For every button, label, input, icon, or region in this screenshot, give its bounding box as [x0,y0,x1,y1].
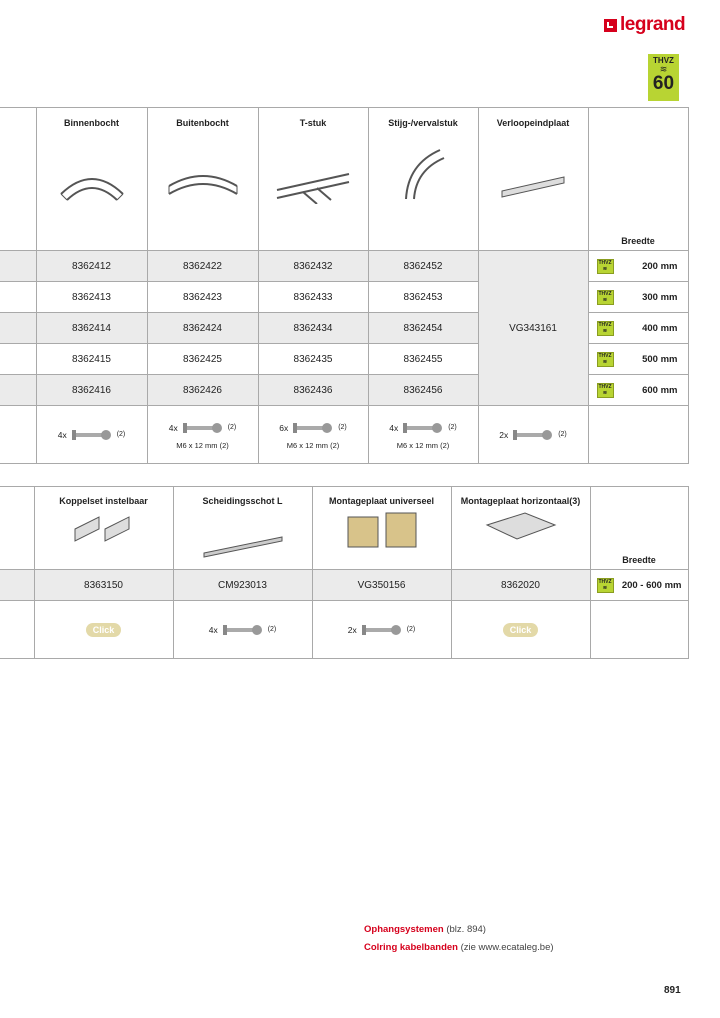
col-montageplaat-universeel: Montageplaat universeel [312,487,451,570]
table-row: 8362415 8362425 8362435 8362455 THVZ ≋ 500 mm [0,344,688,375]
accessory-row: Click 4x (2) 2x (2) Click [0,601,688,659]
thvz-mini-icon: THVZ ≋ [598,578,612,591]
bolt-icon [181,420,225,436]
legrand-logo-text: legrand [620,14,686,35]
table-row: 8362413 8362423 8362433 8362453 THVZ ≋ 300 mm [0,282,688,313]
bolt-icon [70,427,114,443]
horizontal-plate-image [481,509,561,545]
heat-icon: ≋ [659,64,668,74]
bolt-icon [511,427,555,443]
col-t-stuk: T-stuk [258,108,368,251]
accessory-row: 4x (2) 4x (2) M6 x 12 mm (2) 6x (2) M6 x 12 mm (2) 4x (2) M6 x 12 mm (2) 2x (2) [0,406,688,464]
bolt-icon [360,622,404,638]
table-row: 8362414 8362424 8362434 8362454 THVZ ≋ 400 mm [0,313,688,344]
legrand-logo-mark [604,19,617,32]
divider-image [200,523,286,559]
col-stijg: Stijg-/vervalstuk [368,108,478,251]
col-scheidingsschot: Scheidingsschot L [173,487,312,570]
table-row: 8362416 8362426 8362436 8362456 THVZ ≋ 600 mm [0,375,688,406]
legrand-logo [604,14,685,36]
col-koppelset: Koppelset instelbaar [34,487,173,570]
inner-bend-image [57,164,127,204]
col-buitenbocht: Buitenbocht [147,108,258,251]
thvz-mini-icon: THVZ ≋ [598,383,612,396]
thvz-mini-icon: THVZ ≋ [598,321,612,334]
col-verloopeindplaat: Verloopeindplaat [478,108,588,251]
coupling-set-image [69,509,139,545]
shared-code: VG343161 [478,251,588,406]
footer-link-ophangsystemen[interactable]: Ophangsystemen (blz. 894) [364,924,486,935]
outer-bend-image [165,164,241,204]
click-button[interactable]: Click [503,623,539,637]
t-piece-image [273,164,353,204]
thvz-badge: THVZ ≋ 60 [648,54,679,101]
click-button[interactable]: Click [86,623,122,637]
col-montageplaat-horizontaal: Montageplaat horizontaal(3) [451,487,590,570]
page-number: 891 [664,985,681,996]
thvz-mini-icon: THVZ ≋ [598,259,612,272]
table-row: 8362412 8362422 8362432 8362452 VG343161 THVZ ≋ 200 mm [0,251,688,282]
fittings-table: Binnenbocht Buitenbocht T-stuk Stijg-/vervalstuk Verloopeindplaat Breedte 8362412 8362422 8362432 8362452 VG343161 THVZ ≋ 200 mm 8362413 8362423 8362433 8362453 THVZ ≋ 300 mm 8362414 8362424 8362434 8362454 THVZ ≋ 400 mm 8362415 8362425 8362435 8362455 THVZ ≋ 500 mm 8362416 8362426 8362436 8362456 THVZ ≋ 600 mm 4x (2) 4x (2) M6 x 12 mm (2) 6x (2) M6 x 12 mm (2) 4x (2) M6 x 12 mm (2) 2x (2) [0,107,689,464]
end-plate-image [498,169,568,199]
footer-link-colring[interactable]: Colring kabelbanden (zie www.ecataleg.be) [364,942,554,953]
thvz-mini-icon: THVZ ≋ [598,352,612,365]
accessories-table: Koppelset instelbaar Scheidingsschot L Montageplaat universeel Montageplaat horizontaal(3) Breedte 8363150 CM923013 VG350156 8362020 THVZ ≋ 200 - 600 mm Click 4x (2) 2x (2) Click [0,486,689,659]
bolt-icon [401,420,445,436]
bolt-icon [221,622,265,638]
thvz-mini-icon: THVZ ≋ [598,290,612,303]
universal-plate-image [342,509,422,551]
bolt-icon [291,420,335,436]
table-row: 8363150 CM923013 VG350156 8362020 THVZ ≋ 200 - 600 mm [0,570,688,601]
riser-image [398,144,448,204]
col-binnenbocht: Binnenbocht [36,108,147,251]
